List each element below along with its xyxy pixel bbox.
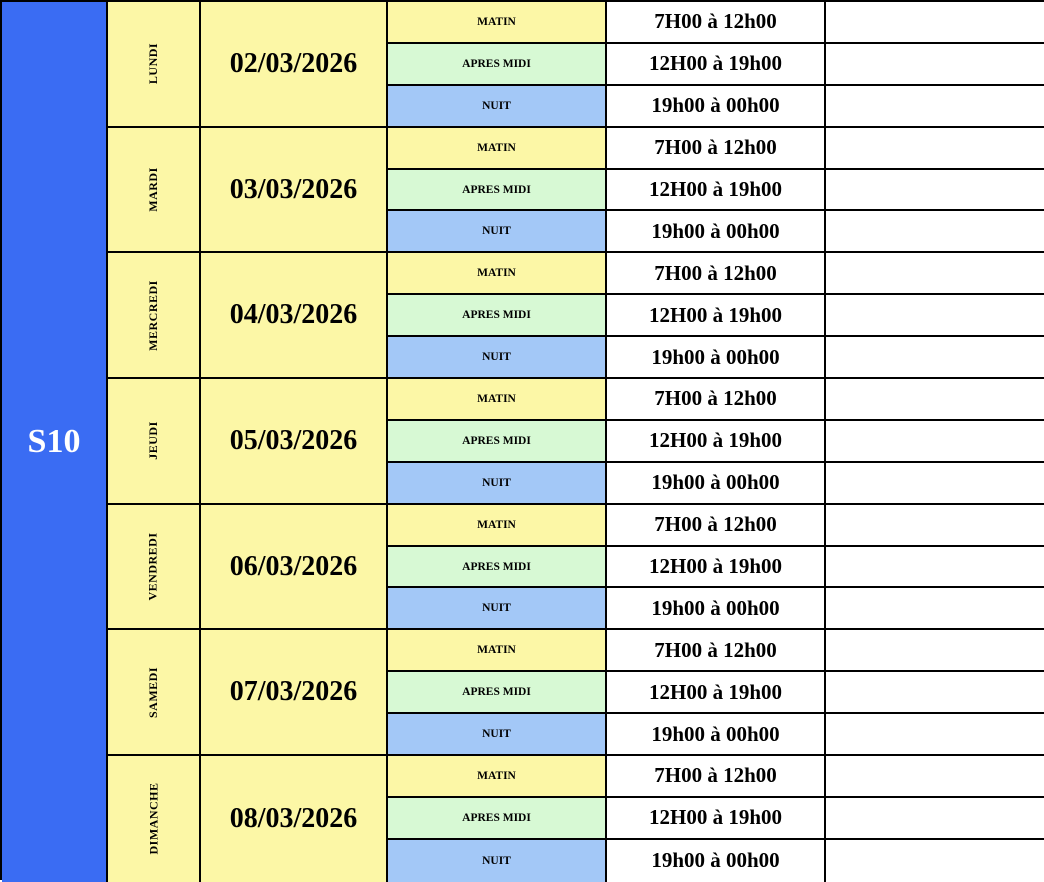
shift-label: MATIN [388,2,607,44]
shift-label: MATIN [388,253,607,295]
shift-label: MATIN [388,756,607,798]
shift-label: APRES MIDI [388,170,607,212]
shift-label: MATIN [388,505,607,547]
shift-label: NUIT [388,588,607,630]
assignment-cell[interactable] [826,44,1044,86]
shift-label: NUIT [388,463,607,505]
assignment-cell[interactable] [826,170,1044,212]
day-name: SAMEDI [145,666,160,718]
day-name-cell [108,756,201,882]
shift-label: NUIT [388,840,607,882]
day-name-cell [108,379,201,505]
day-name-cell [108,253,201,379]
assignment-cell[interactable] [826,379,1044,421]
assignment-cell[interactable] [826,588,1044,630]
assignment-cell[interactable] [826,211,1044,253]
shift-hours: 7H00 à 12h00 [607,505,826,547]
assignment-cell[interactable] [826,253,1044,295]
day-date: 08/03/2026 [201,756,388,882]
shift-hours: 19h00 à 00h00 [607,211,826,253]
shift-hours: 19h00 à 00h00 [607,840,826,882]
shift-hours: 7H00 à 12h00 [607,756,826,798]
shift-label: NUIT [388,337,607,379]
assignment-cell[interactable] [826,295,1044,337]
day-name: MARDI [146,167,160,212]
shift-hours: 19h00 à 00h00 [607,588,826,630]
day-name-cell [108,505,201,631]
week-label: S10 [2,2,108,882]
shift-hours: 7H00 à 12h00 [607,630,826,672]
shift-hours: 12H00 à 19h00 [607,421,826,463]
shift-label: NUIT [388,714,607,756]
shift-hours: 12H00 à 19h00 [607,672,826,714]
shift-label: APRES MIDI [388,547,607,589]
day-date: 03/03/2026 [201,128,388,254]
shift-label: APRES MIDI [388,421,607,463]
shift-label: MATIN [388,379,607,421]
shift-hours: 19h00 à 00h00 [607,337,826,379]
day-name: DIMANCHE [146,782,160,855]
shift-hours: 7H00 à 12h00 [607,128,826,170]
assignment-cell[interactable] [826,630,1044,672]
assignment-cell[interactable] [826,505,1044,547]
shift-label: APRES MIDI [388,672,607,714]
shift-hours: 7H00 à 12h00 [607,379,826,421]
day-name-cell [108,630,201,756]
shift-label: APRES MIDI [388,295,607,337]
day-name: LUNDI [145,43,160,85]
assignment-cell[interactable] [826,86,1044,128]
assignment-cell[interactable] [826,840,1044,882]
shift-label: NUIT [388,86,607,128]
assignment-cell[interactable] [826,421,1044,463]
shift-hours: 19h00 à 00h00 [607,714,826,756]
day-name-cell [108,2,201,128]
shift-hours: 7H00 à 12h00 [607,253,826,295]
assignment-cell[interactable] [826,547,1044,589]
assignment-cell[interactable] [826,337,1044,379]
shift-label: APRES MIDI [388,44,607,86]
assignment-cell[interactable] [826,463,1044,505]
shift-label: NUIT [388,211,607,253]
day-date: 07/03/2026 [201,630,388,756]
day-date: 04/03/2026 [201,253,388,379]
shift-hours: 19h00 à 00h00 [607,463,826,505]
assignment-cell[interactable] [826,128,1044,170]
shift-hours: 12H00 à 19h00 [607,295,826,337]
day-name: VENDREDI [145,532,160,601]
shift-hours: 12H00 à 19h00 [607,44,826,86]
shift-label: MATIN [388,630,607,672]
shift-hours: 12H00 à 19h00 [607,798,826,840]
shift-hours: 19h00 à 00h00 [607,86,826,128]
day-date: 06/03/2026 [201,505,388,631]
assignment-cell[interactable] [826,756,1044,798]
shift-hours: 7H00 à 12h00 [607,2,826,44]
day-date: 05/03/2026 [201,379,388,505]
day-date: 02/03/2026 [201,2,388,128]
day-name: JEUDI [145,421,160,461]
assignment-cell[interactable] [826,714,1044,756]
shift-label: APRES MIDI [388,798,607,840]
assignment-cell[interactable] [826,798,1044,840]
day-name: MERCREDI [145,279,160,351]
assignment-cell[interactable] [826,2,1044,44]
shift-label: MATIN [388,128,607,170]
shift-hours: 12H00 à 19h00 [607,170,826,212]
shift-hours: 12H00 à 19h00 [607,547,826,589]
assignment-cell[interactable] [826,672,1044,714]
day-name-cell [108,128,201,254]
